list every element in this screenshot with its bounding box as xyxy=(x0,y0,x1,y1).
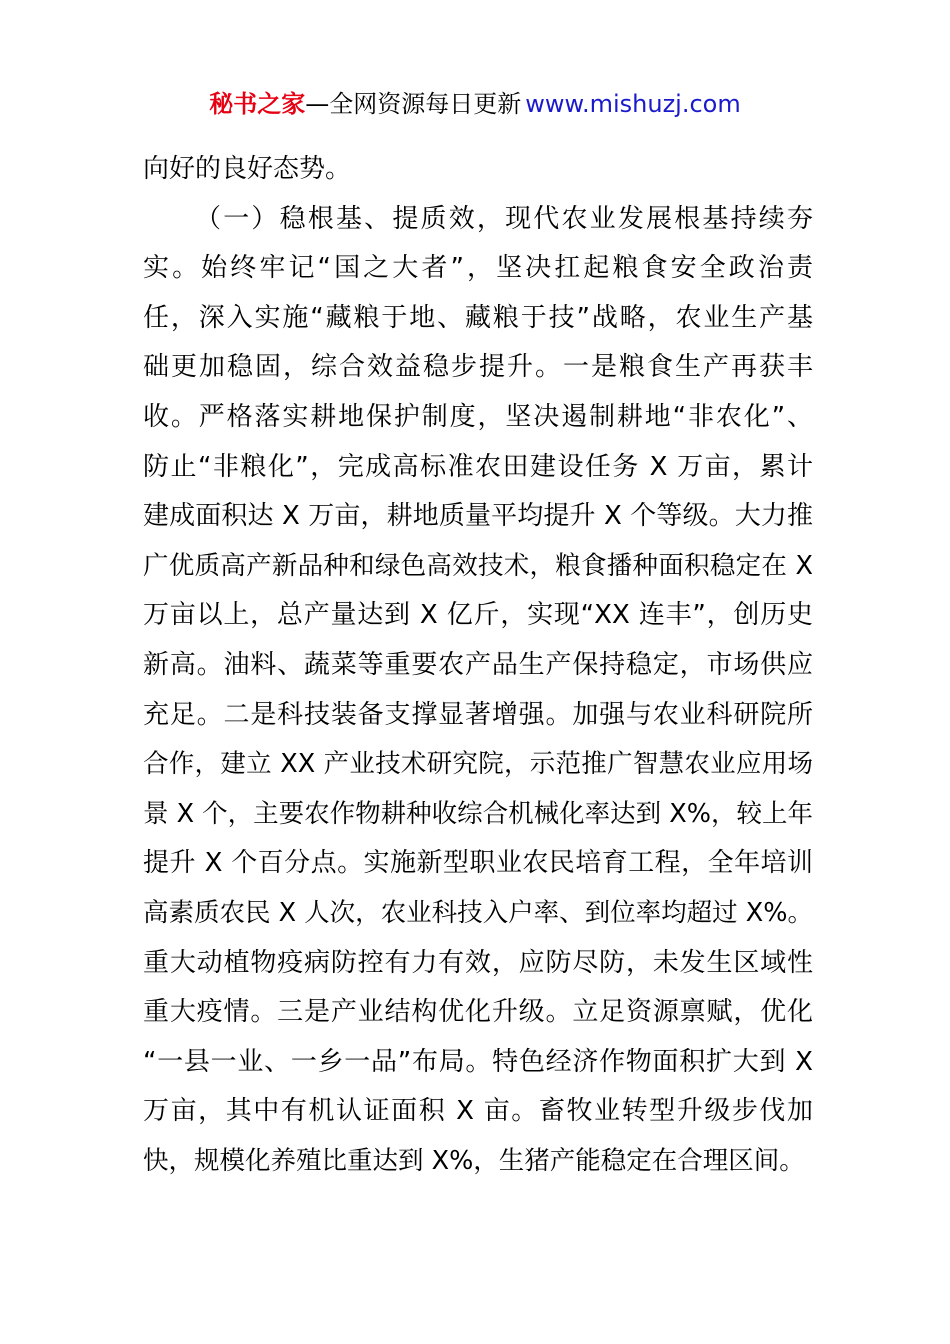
text-line: 重大疫情。三是产业结构优化升级。立足资源禀赋，优化 xyxy=(143,997,813,1028)
text-line: 新高。油料、蔬菜等重要农产品生产保持稳定，市场供应 xyxy=(143,649,813,680)
site-header xyxy=(0,88,950,120)
text-line: 重大动植物疫病防控有力有效，应防尽防，未发生区域性 xyxy=(143,947,813,978)
text-line: 防止“非粮化”，完成高标准农田建设任务 X 万亩，累计 xyxy=(143,451,813,482)
text-line: （一）稳根基、提质效，现代农业发展根基持续夯 xyxy=(195,203,813,234)
text-line: 向好的良好态势。 xyxy=(143,154,352,184)
text-line: 万亩，其中有机认证面积 X 亩。畜牧业转型升级步伐加 xyxy=(143,1096,813,1127)
site-tagline: —全网资源每日更新 xyxy=(305,90,522,118)
text-line: 万亩以上，总产量达到 X 亿斤，实现“XX 连丰”，创历史 xyxy=(143,600,813,631)
text-line: 合作，建立 XX 产业技术研究院，示范推广智慧农业应用场 xyxy=(143,749,813,780)
text-line: 高素质农民 X 人次，农业科技入户率、到位率均超过 X%。 xyxy=(143,897,813,928)
body-text xyxy=(143,145,813,1186)
text-line: 收。严格落实耕地保护制度，坚决遏制耕地“非农化”、 xyxy=(143,401,813,432)
text-line: 快，规模化养殖比重达到 X%，生猪产能稳定在合理区间。 xyxy=(143,1145,805,1176)
text-line: 任，深入实施“藏粮于地、藏粮于技”战略，农业生产基 xyxy=(143,302,813,333)
text-line: 充足。二是科技装备支撑显著增强。加强与农业科研院所 xyxy=(143,699,813,730)
text-line: 景 X 个，主要农作物耕种收综合机械化率达到 X%，较上年 xyxy=(143,798,813,829)
text-line: 提升 X 个百分点。实施新型职业农民培育工程，全年培训 xyxy=(143,848,813,879)
site-url-link[interactable]: www.mishuzj.com xyxy=(525,90,741,118)
text-line: 实。始终牢记“国之大者”，坚决扛起粮食安全政治责 xyxy=(143,253,813,284)
text-line: 础更加稳固，综合效益稳步提升。一是粮食生产再获丰 xyxy=(143,352,813,383)
text-line: 建成面积达 X 万亩，耕地质量平均提升 X 个等级。大力推 xyxy=(143,501,813,532)
text-line: “一县一业、一乡一品”布局。特色经济作物面积扩大到 X xyxy=(143,1046,813,1077)
text-line: 广优质高产新品种和绿色高效技术，粮食播种面积稳定在 X xyxy=(143,550,813,581)
site-brand: 秘书之家 xyxy=(209,90,306,118)
